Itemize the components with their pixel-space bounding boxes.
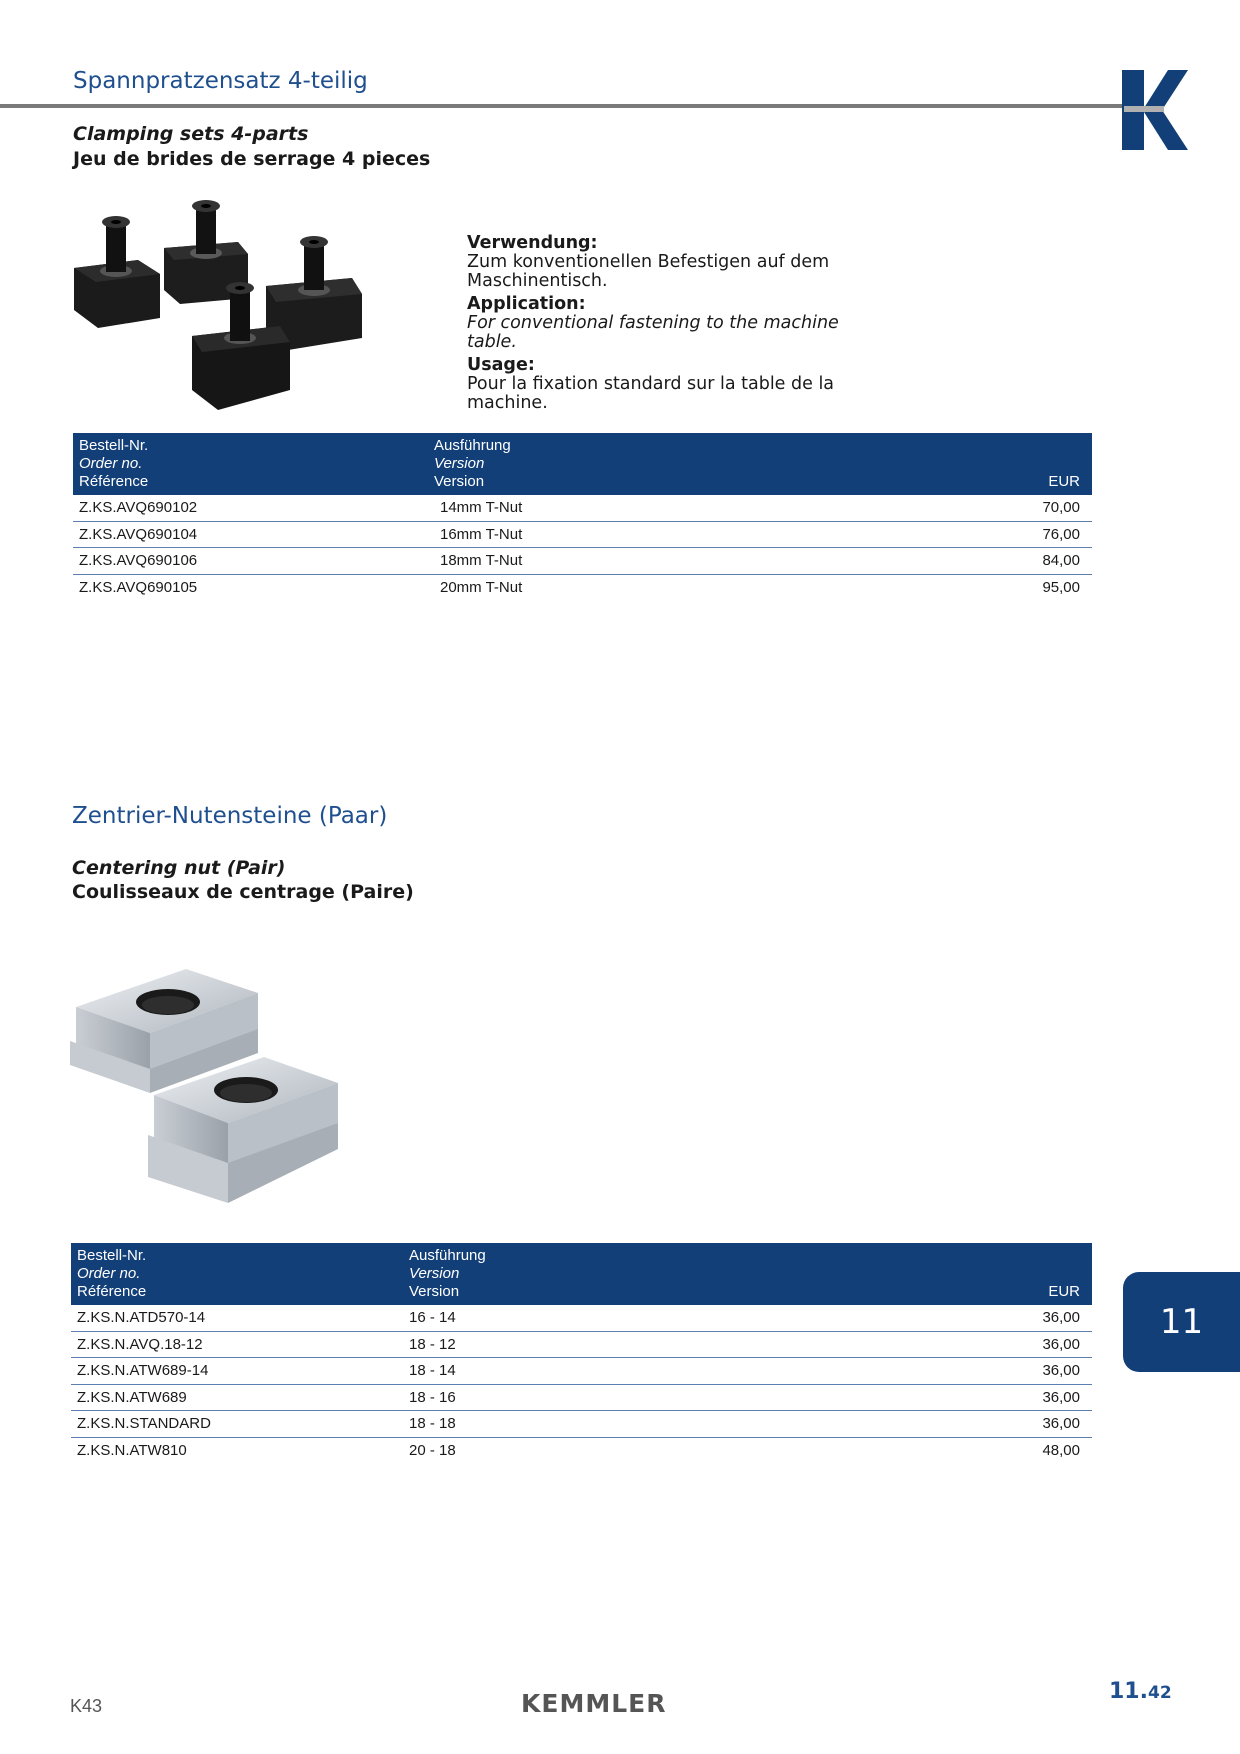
price: 36,00 (827, 1331, 1092, 1358)
order-no: Z.KS.N.AVQ.18-12 (71, 1331, 403, 1358)
header-version-de: Ausführung (434, 437, 511, 454)
section1-title: Spannpratzensatz 4-teilig (73, 68, 368, 94)
table-row (71, 1384, 1092, 1411)
order-no: Z.KS.AVQ690102 (73, 495, 428, 521)
usage-label-fr: Usage: (467, 355, 535, 375)
section2-subtitle-en: Centering nut (Pair) (72, 857, 286, 879)
header-rule (0, 104, 1125, 108)
table-row (71, 1437, 1092, 1463)
order-no: Z.KS.N.ATW810 (77, 1441, 187, 1459)
table-row (71, 1305, 1092, 1331)
section1-subtitle-fr: Jeu de brides de serrage 4 pieces (73, 148, 431, 170)
price-table-clamping-sets (73, 433, 1092, 600)
order-no: Z.KS.N.ATW689-14 (71, 1358, 403, 1385)
header-version-de: Ausführung (409, 1247, 486, 1264)
footer-brand-logo: KEMMLER (521, 1689, 667, 1718)
usage-label-en: Application: (467, 294, 586, 314)
version: 16 - 14 (403, 1305, 827, 1331)
version: 18mm T-Nut (428, 548, 855, 575)
usage-text-de: Zum konventionellen Befestigen auf dem Maschinentisch. (467, 252, 830, 291)
clamping-set-photo (68, 198, 368, 413)
price: 36,00 (827, 1384, 1092, 1411)
table-row (71, 1331, 1092, 1358)
version: 20mm T-Nut (440, 578, 523, 596)
header-version-fr: Version (434, 473, 485, 490)
header-version-en: Version (409, 1265, 460, 1282)
order-no: Z.KS.AVQ690105 (79, 578, 198, 596)
price-table-centering-nuts (71, 1243, 1092, 1463)
version: 18 - 14 (403, 1358, 827, 1385)
section1-subtitle-en: Clamping sets 4-parts (73, 123, 309, 145)
price: 84,00 (855, 548, 1092, 575)
header-version (428, 433, 855, 495)
table-row (71, 1411, 1092, 1438)
price: 36,00 (827, 1305, 1092, 1331)
order-no: Z.KS.N.ATW689 (71, 1384, 403, 1411)
header-currency: EUR (855, 433, 1092, 495)
header-order-no (73, 433, 428, 495)
section2-subtitle-fr: Coulisseaux de centrage (Paire) (72, 881, 414, 903)
usage-description (467, 234, 847, 413)
header-version-fr: Version (409, 1283, 460, 1300)
order-no: Z.KS.N.STANDARD (71, 1411, 403, 1438)
price: 76,00 (855, 521, 1092, 548)
price: 95,00 (1042, 578, 1080, 596)
header-currency: EUR (827, 1243, 1092, 1305)
table-row (73, 495, 1092, 521)
order-no: Z.KS.AVQ690104 (73, 521, 428, 548)
header-order-en: Order no. (79, 455, 143, 472)
version: 20 - 18 (409, 1441, 456, 1459)
table-row (73, 521, 1092, 548)
page-number-sub: 42 (1147, 1683, 1172, 1703)
table-row (73, 574, 1092, 600)
table-header (71, 1243, 1092, 1305)
version: 18 - 18 (403, 1411, 827, 1438)
centering-nut-photo (70, 965, 340, 1210)
header-order-fr: Référence (77, 1283, 147, 1300)
usage-text-en: For conventional fastening to the machine table. (467, 313, 839, 352)
order-no: Z.KS.N.ATD570-14 (71, 1305, 403, 1331)
version: 14mm T-Nut (428, 495, 855, 521)
table-row (73, 548, 1092, 575)
kemmler-k-logo-icon (1122, 70, 1190, 150)
header-version (403, 1243, 827, 1305)
header-order-fr: Référence (79, 473, 149, 490)
chapter-tab[interactable]: 11 (1123, 1272, 1240, 1372)
price: 36,00 (827, 1358, 1092, 1385)
version: 18 - 12 (403, 1331, 827, 1358)
price: 36,00 (827, 1411, 1092, 1438)
section2-title: Zentrier-Nutensteine (Paar) (72, 803, 388, 829)
version: 18 - 16 (403, 1384, 827, 1411)
usage-label-de: Verwendung: (467, 233, 598, 253)
header-order-no (71, 1243, 403, 1305)
page-number (1109, 1679, 1172, 1704)
page-number-main: 11. (1109, 1679, 1148, 1704)
header-order-de: Bestell-Nr. (77, 1247, 147, 1264)
header-order-en: Order no. (77, 1265, 141, 1282)
table-header (73, 433, 1092, 495)
header-version-en: Version (434, 455, 485, 472)
price: 70,00 (855, 495, 1092, 521)
table-row (71, 1358, 1092, 1385)
price: 48,00 (1042, 1441, 1080, 1459)
order-no: Z.KS.AVQ690106 (73, 548, 428, 575)
version: 16mm T-Nut (428, 521, 855, 548)
header-order-de: Bestell-Nr. (79, 437, 149, 454)
footer-code: K43 (70, 1696, 103, 1716)
usage-text-fr: Pour la fixation standard sur la table de la machine. (467, 374, 835, 413)
